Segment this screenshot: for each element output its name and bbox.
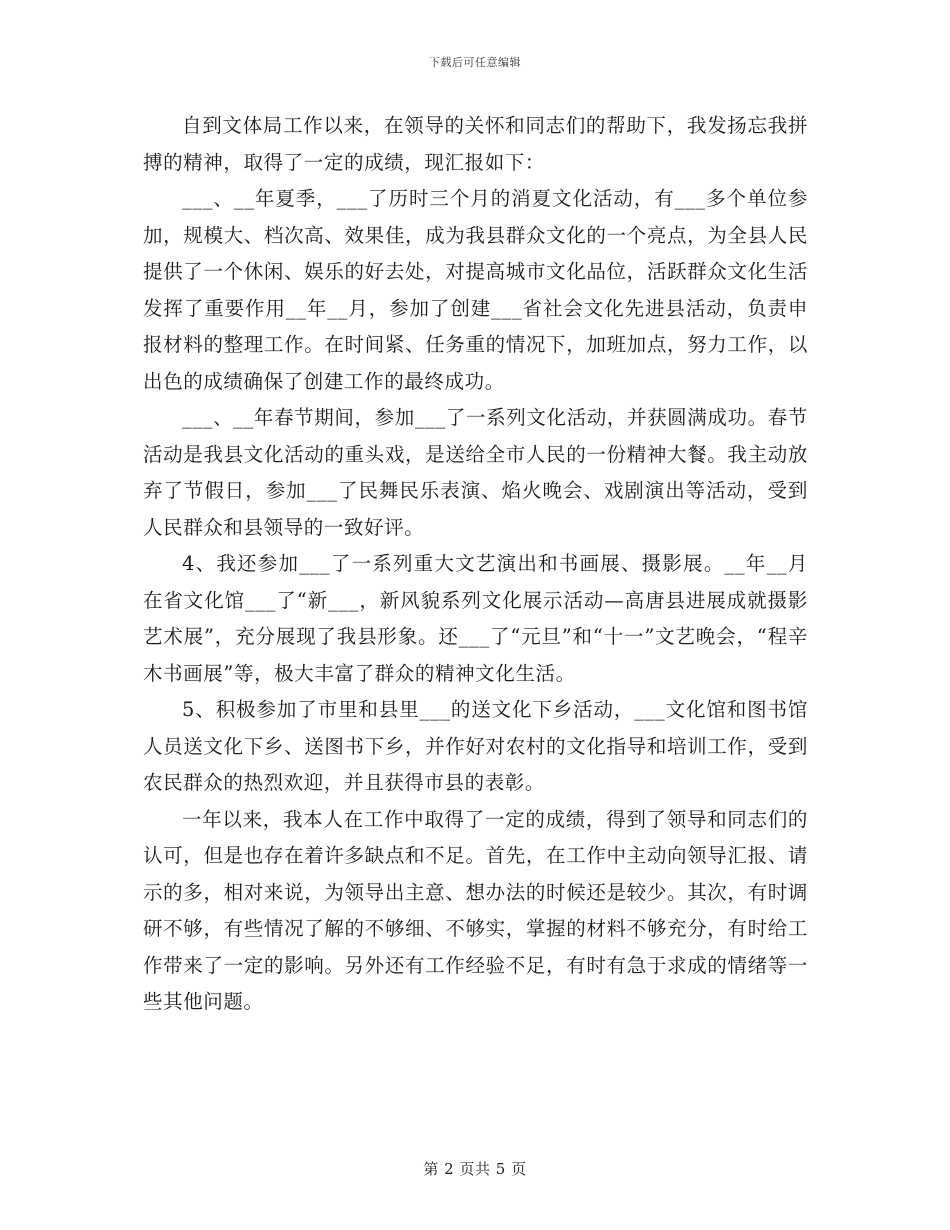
document-body: [143, 108, 808, 1021]
paragraph-culture-to-countryside: 5、积极参加了市里和县里___的送文化下乡活动，___文化馆和图书馆人员送文化下乡、送图书下乡，并作好对农村的文化指导和培训工作，受到农民群众的热烈欢迎，并且获得市县的表彰。: [143, 698, 808, 794]
paragraph-summer-activities: ___、__年夏季，___了历时三个月的消夏文化活动，有___多个单位参加，规模大、档次高、效果佳，成为我县群众文化的一个亮点，为全县人民提供了一个休闲、娱乐的好去处，对提高城市文化品位，活跃群众文化生活发挥了重要作用__年__月，参加了创建___省社会文化先进县活动，负责申报材料的整理工作。在时间紧、任务重的情况下，加班加点，努力工作，以出色的成绩确保了创建工作的最终成功。: [143, 187, 808, 393]
page-header: 下载后可任意编辑: [429, 56, 521, 69]
paragraph-shortcomings: 一年以来，我本人在工作中取得了一定的成绩，得到了领导和同志们的认可，但是也存在着许多缺点和不足。首先，在工作中主动向领导汇报、请示的多，相对来说，为领导出主意、想办法的时候还是较少。其次，有时调研不够，有些情况了解的不够细、不够实，掌握的材料不够充分，有时给工作带来了一定的影响。另外还有工作经验不足，有时有急于求成的情绪等一些其他问题。: [143, 807, 808, 1013]
page-number: 第 2 页共 5 页: [423, 1160, 527, 1178]
paragraph-intro: 自到文体局工作以来，在领导的关怀和同志们的帮助下，我发扬忘我拼搏的精神，取得了一定的成绩，现汇报如下：: [143, 114, 808, 174]
paragraph-spring-festival: ___、__年春节期间，参加___了一系列文化活动，并获圆满成功。春节活动是我县文化活动的重头戏，是送给全市人民的一份精神大餐。我主动放弃了节假日，参加___了民舞民乐表演、焰火晚会、戏剧演出等活动，受到人民群众和县领导的一致好评。: [143, 406, 808, 539]
paragraph-performances-exhibitions: 4、我还参加___了一系列重大文艺演出和书画展、摄影展。__年__月在省文化馆___了“新___，新风貌系列文化展示活动—高唐县进展成就摄影艺术展”，充分展现了我县形象。还___了“元旦”和“十一”文艺晚会，“程辛木书画展”等，极大丰富了群众的精神文化生活。: [143, 552, 808, 685]
